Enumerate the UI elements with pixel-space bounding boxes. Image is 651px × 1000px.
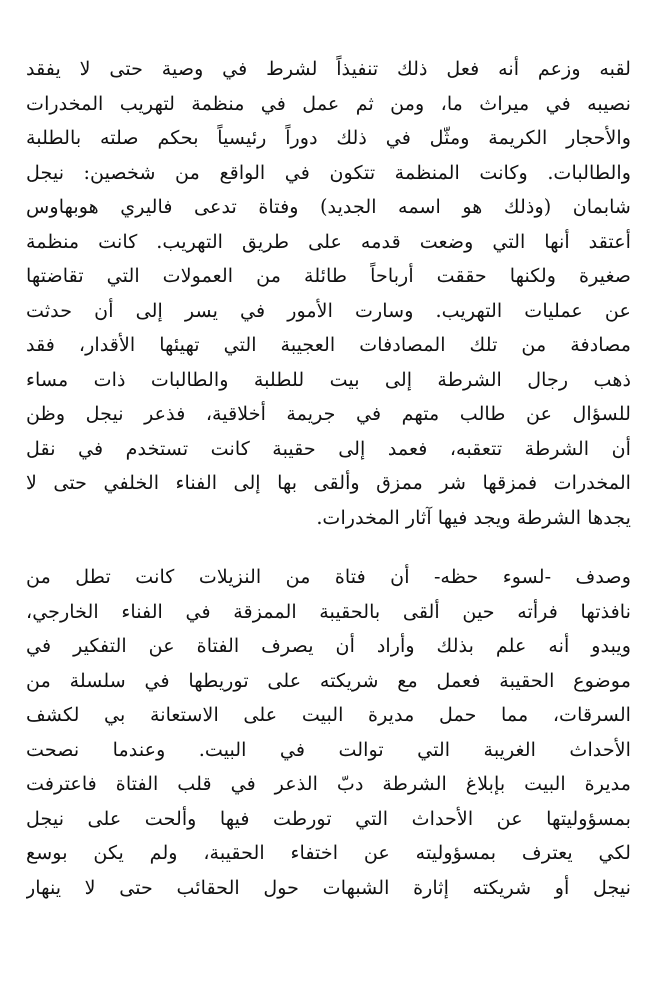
paragraph-spacing bbox=[26, 535, 631, 560]
text-line: شابمان (وذلك هو اسمه الجديد) وفتاة تدعى فاليري هوبهاوس bbox=[26, 195, 631, 218]
text-line: والطالبات. وكانت المنظمة تتكون في الواقع من شخصين: نيجل bbox=[26, 160, 631, 184]
text-line: أن الشرطة تتعقبه، فعمد إلى حقيبة كانت تستخدم في نقل bbox=[26, 436, 631, 460]
text-line: مديرة البيت بإبلاغ الشرطة دبّ الذعر في قلب الفتاة فاعترفت bbox=[26, 772, 631, 795]
text-line: ذهب رجال الشرطة إلى بيت للطلبة والطالبات ذات مساء bbox=[26, 367, 631, 391]
text-line: لقبه وزعم أنه فعل ذلك تنفيذاً لشرط في وصية حتى لا يفقد bbox=[26, 57, 631, 80]
text-line: الأحداث الغريبة التي توالت في البيت. وعندما نصحت bbox=[26, 737, 631, 761]
text-line: وصدف -لسوء حظه- أن فتاة من النزيلات كانت تطل من bbox=[26, 565, 631, 588]
text-line: للسؤال عن طالب متهم في جريمة أخلاقية، فذعر نيجل وظن bbox=[26, 402, 631, 425]
text-line: عن عمليات التهريب. وسارت الأمور في يسر إلى أن حدثت bbox=[26, 298, 631, 322]
paragraph-2 bbox=[26, 560, 631, 905]
text-line: نافذتها فرأته حين ألقى بالحقيبة الممزقة في الفناء الخارجي، bbox=[26, 599, 631, 623]
text-line: مصادفة من تلك المصادفات العجيبة التي تهيئها الأقدار، فقد bbox=[26, 333, 631, 356]
text-line: موضوع الحقيبة فعمل مع شريكته على توريطها في سلسلة من bbox=[26, 668, 631, 692]
text-line: السرقات، مما حمل مديرة البيت على الاستعانة بي لكشف bbox=[26, 703, 631, 726]
text-line: ويبدو أنه علم بذلك وأراد أن يصرف الفتاة عن التفكير في bbox=[26, 634, 631, 657]
paragraph-1 bbox=[26, 52, 631, 535]
text-line: المخدرات فمزقها شر ممزق وألقى بها إلى الفناء الخلفي حتى لا bbox=[26, 471, 631, 494]
text-line: والأحجار الكريمة ومثّل في ذلك دوراً رئيسياً بحكم صلته بالطلبة bbox=[26, 126, 631, 149]
text-line-last: يجدها الشرطة ويجد فيها آثار المخدرات. bbox=[316, 505, 631, 529]
text-line: صغيرة ولكنها حققت أرباحاً طائلة من العمولات التي تقاضتها bbox=[26, 264, 631, 287]
text-line: نيجل أو شريكته إثارة الشبهات حول الحقائب حتى لا ينهار bbox=[26, 875, 631, 899]
text-line: بمسؤوليتها عن الأحداث التي تورطت فيها وألحت على نيجل bbox=[26, 806, 631, 830]
text-line: نصيبه في ميراث ما، ومن ثم عمل في منظمة لتهريب المخدرات bbox=[26, 91, 631, 115]
text-line: لكي يعترف بمسؤوليته عن اختفاء الحقيبة، ولم يكن بوسع bbox=[26, 841, 631, 864]
text-line: أعتقد أنها التي وضعت قدمه على طريق التهريب. كانت منظمة bbox=[26, 229, 631, 253]
